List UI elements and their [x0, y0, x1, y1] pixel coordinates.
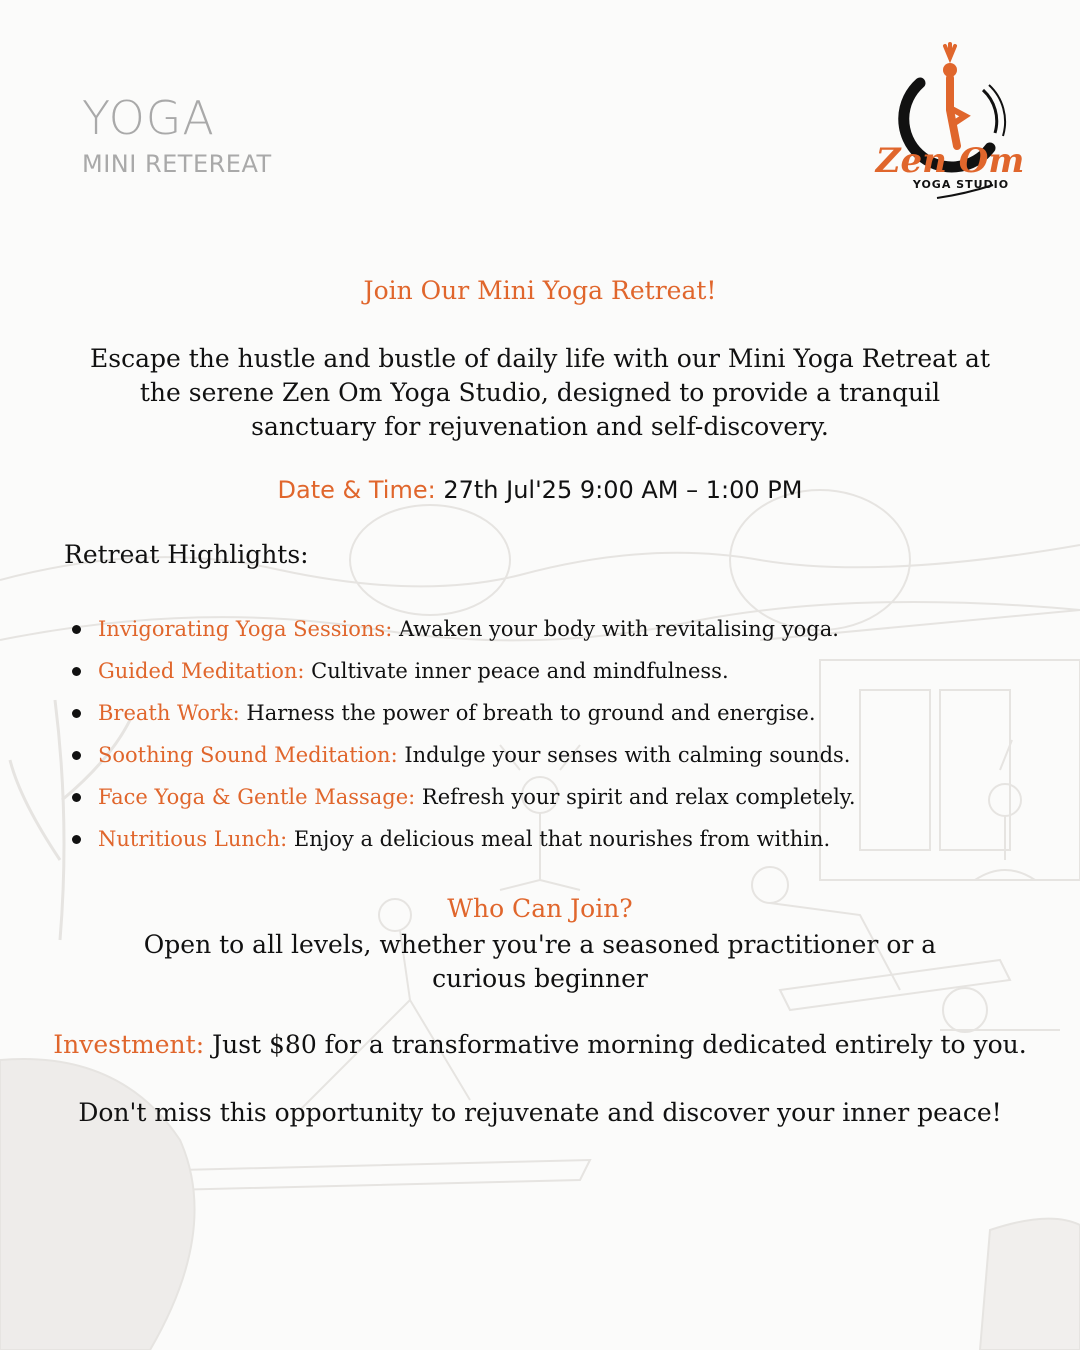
- highlight-label: Breath Work:: [98, 701, 240, 725]
- list-item: [70, 780, 856, 822]
- logo-tagline: YOGA STUDIO: [912, 178, 1010, 191]
- bullet-icon: [72, 793, 81, 802]
- list-item: [70, 696, 856, 738]
- zen-om-logo: [865, 38, 1035, 208]
- highlight-text: Refresh your spirit and relax completely.: [415, 785, 856, 809]
- highlights-heading: Retreat Highlights:: [64, 540, 309, 569]
- highlight-label: Invigorating Yoga Sessions:: [98, 617, 393, 641]
- investment-text: Just $80 for a transformative morning dedicated entirely to you.: [204, 1030, 1027, 1059]
- closing-line: Don't miss this opportunity to rejuvenate and discover your inner peace!: [78, 1098, 1002, 1127]
- highlight-label: Face Yoga & Gentle Massage:: [98, 785, 416, 809]
- main-heading: Join Our Mini Yoga Retreat!: [363, 276, 717, 305]
- bullet-icon: [72, 625, 81, 634]
- highlight-label: Nutritious Lunch:: [98, 827, 288, 851]
- highlight-text: Harness the power of breath to ground and energise.: [239, 701, 816, 725]
- highlight-text: Indulge your senses with calming sounds.: [397, 743, 851, 767]
- bullet-icon: [72, 667, 81, 676]
- date-time: [60, 476, 1020, 504]
- logo-name: Zen Om: [875, 141, 1025, 181]
- investment: [30, 1030, 1050, 1059]
- highlight-label: Guided Meditation:: [98, 659, 305, 683]
- list-item: [70, 654, 856, 696]
- list-item: [70, 612, 856, 654]
- bullet-icon: [72, 835, 81, 844]
- who-can-join-text: Open to all levels, whether you're a seasoned practitioner or a curious beginner: [143, 930, 937, 993]
- highlight-text: Awaken your body with revitalising yoga.: [392, 617, 839, 641]
- highlight-text: Enjoy a delicious meal that nourishes from within.: [287, 827, 831, 851]
- list-item: [70, 738, 856, 780]
- investment-label: Investment:: [53, 1030, 205, 1059]
- intro-paragraph: Escape the hustle and bustle of daily life with our Mini Yoga Retreat at the serene Zen Om Yoga Studio, designed to provide a tranquil sanctuary for rejuvenation and self-discovery.: [90, 344, 990, 441]
- bullet-icon: [72, 751, 81, 760]
- header-subtitle: MINI RETEREAT: [82, 150, 272, 178]
- date-time-value: 27th Jul'25 9:00 AM – 1:00 PM: [435, 476, 803, 504]
- header-title: YOGA: [82, 91, 215, 145]
- highlight-label: Soothing Sound Meditation:: [98, 743, 398, 767]
- highlights-list: [70, 612, 856, 864]
- who-can-join-heading: Who Can Join?: [447, 894, 633, 923]
- bullet-icon: [72, 709, 81, 718]
- list-item: [70, 822, 856, 864]
- highlight-text: Cultivate inner peace and mindfulness.: [304, 659, 729, 683]
- date-time-label: Date & Time:: [277, 476, 436, 504]
